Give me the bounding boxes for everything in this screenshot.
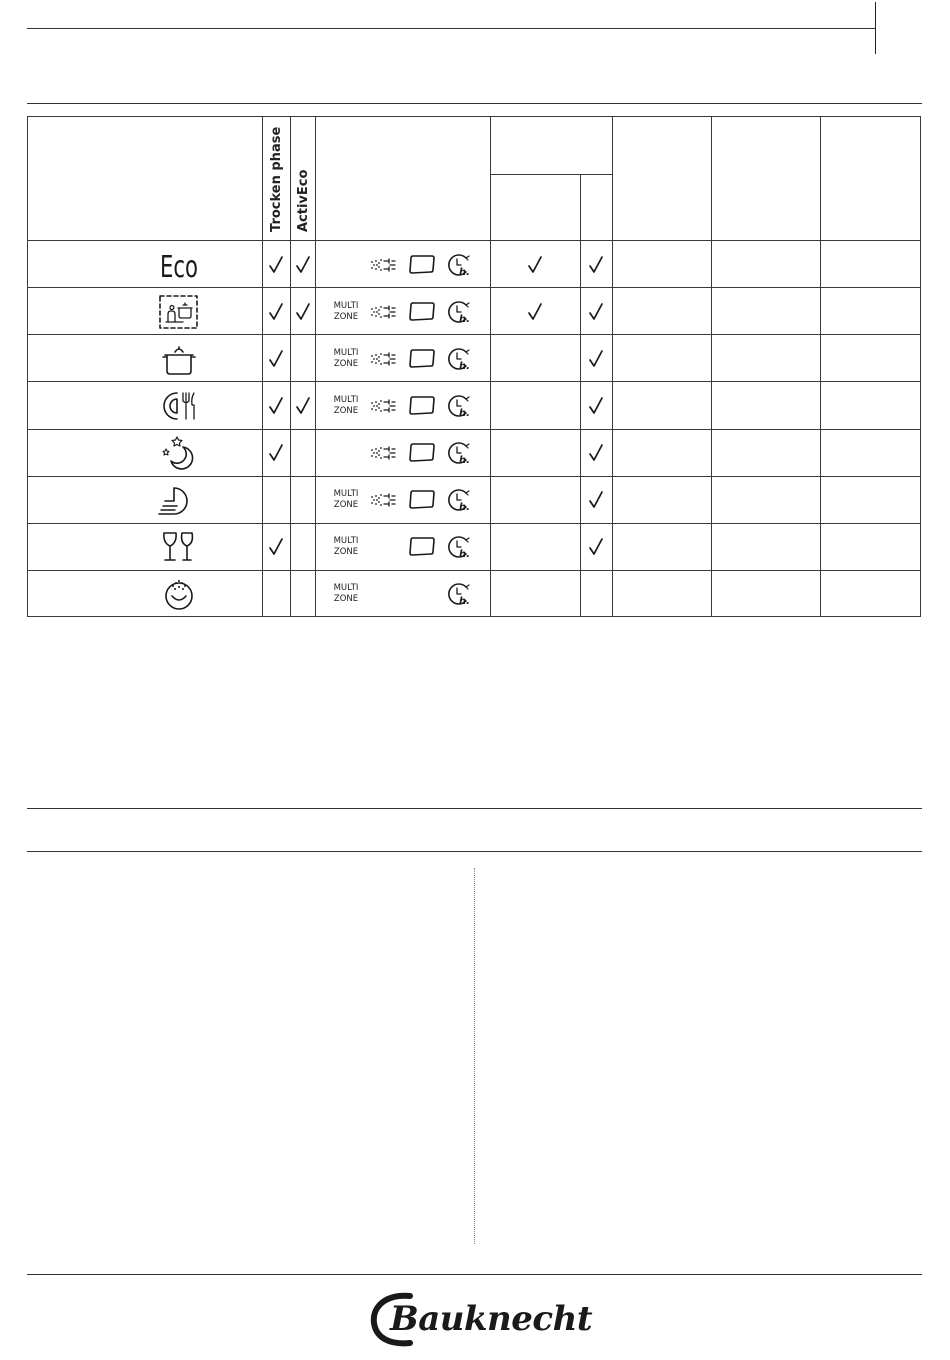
multizone-label [328,348,364,370]
night-silent-icon [157,435,201,471]
svg-text:h.: h. [459,360,470,372]
multizone-line-2: ZONE [333,311,359,322]
multizone-line-1: MULTI [333,489,359,500]
check-icon [268,302,284,322]
delay-start-icon [444,440,474,466]
tablet-icon [407,441,437,465]
svg-text:h.: h. [459,407,470,419]
table-row-line [27,570,921,571]
multizone-line-2: ZONE [333,594,359,605]
check-icon [588,255,604,275]
check-icon [295,396,311,416]
tablet-icon [407,488,437,512]
tablet-icon [407,394,437,418]
fast-wash-icon [157,482,201,518]
multizone-label [328,489,364,511]
check-icon [295,255,311,275]
check-icon [268,443,284,463]
table-col-line [612,116,613,617]
table-col-line [820,116,821,617]
brand-wordmark: Bauknecht [390,1299,593,1339]
check-icon [268,396,284,416]
section-rule-2 [27,851,922,852]
multizone-line-1: MULTI [333,583,359,594]
check-icon [588,396,604,416]
delay-start-icon [444,534,474,560]
delay-start-icon [444,487,474,513]
eco-icon [157,247,201,283]
delay-start-icon [444,393,474,419]
table-col-line [711,116,712,617]
check-icon [588,349,604,369]
multizone-line-1: MULTI [333,347,359,358]
multizone-line-1: MULTI [333,300,359,311]
intensive-pot-icon [157,341,201,377]
check-icon [268,349,284,369]
footer-rule [27,1274,922,1275]
multizone-label [328,395,364,417]
table-col-line [490,116,491,617]
check-icon [295,302,311,322]
table-col-line [290,116,291,617]
check-icon [588,490,604,510]
column-divider [474,868,475,1244]
svg-text:h.: h. [459,596,470,608]
eco-text: Eco [160,249,198,285]
spray-icon [369,444,397,462]
delay-start-icon [444,252,474,278]
spray-icon [369,397,397,415]
multizone-label [328,583,364,605]
check-icon [527,302,543,322]
multizone-line-1: MULTI [333,394,359,405]
check-icon [588,537,604,557]
check-icon [527,255,543,275]
table-row-line [27,240,921,241]
tablet-icon [407,300,437,324]
check-icon [588,302,604,322]
spray-icon [369,303,397,321]
multizone-line-2: ZONE [333,500,359,511]
delay-start-icon [444,346,474,372]
tablet-icon [407,253,437,277]
table-row-line [27,334,921,335]
corner-mark [875,2,876,54]
spray-icon [369,256,397,274]
delay-start-icon [444,581,474,607]
tablet-icon [407,347,437,371]
table-border-bottom [27,616,921,617]
check-icon [268,537,284,557]
multizone-line-2: ZONE [333,405,359,416]
table-border-left [27,116,28,617]
prewash-rinse-icon [157,576,201,612]
svg-text:h.: h. [459,313,470,325]
multizone-label [328,536,364,558]
multizone-line-2: ZONE [333,358,359,369]
table-row-line [27,429,921,430]
auto-program-icon [157,294,201,330]
table-border-right [920,116,921,617]
table-row-line [27,287,921,288]
tablet-icon [407,535,437,559]
table-border-top [27,116,921,117]
table-header-subline [490,174,612,175]
table-col-line [315,116,316,617]
svg-text:h.: h. [459,266,470,278]
multizone-line-2: ZONE [333,547,359,558]
check-icon [268,255,284,275]
svg-text:h.: h. [459,455,470,467]
table-top-rule [27,103,922,104]
table-row-line [27,476,921,477]
check-icon [588,443,604,463]
daily-dishes-icon [157,388,201,424]
table-row-line [27,381,921,382]
program-table [27,116,921,617]
svg-text:h.: h. [459,502,470,514]
spray-icon [369,350,397,368]
activeco-header: ActivEco [296,169,311,232]
section-rule-1 [27,808,922,809]
table-col-line [262,116,263,617]
svg-text:h.: h. [459,549,470,561]
table-row-line [27,523,921,524]
top-rule [27,28,875,29]
multizone-line-1: MULTI [333,536,359,547]
delay-start-icon [444,299,474,325]
bauknecht-logo [370,1290,593,1348]
multizone-label [328,301,364,323]
drying-phase-header: Trocken phase [269,126,284,232]
spray-icon [369,491,397,509]
glass-care-icon [157,529,201,565]
